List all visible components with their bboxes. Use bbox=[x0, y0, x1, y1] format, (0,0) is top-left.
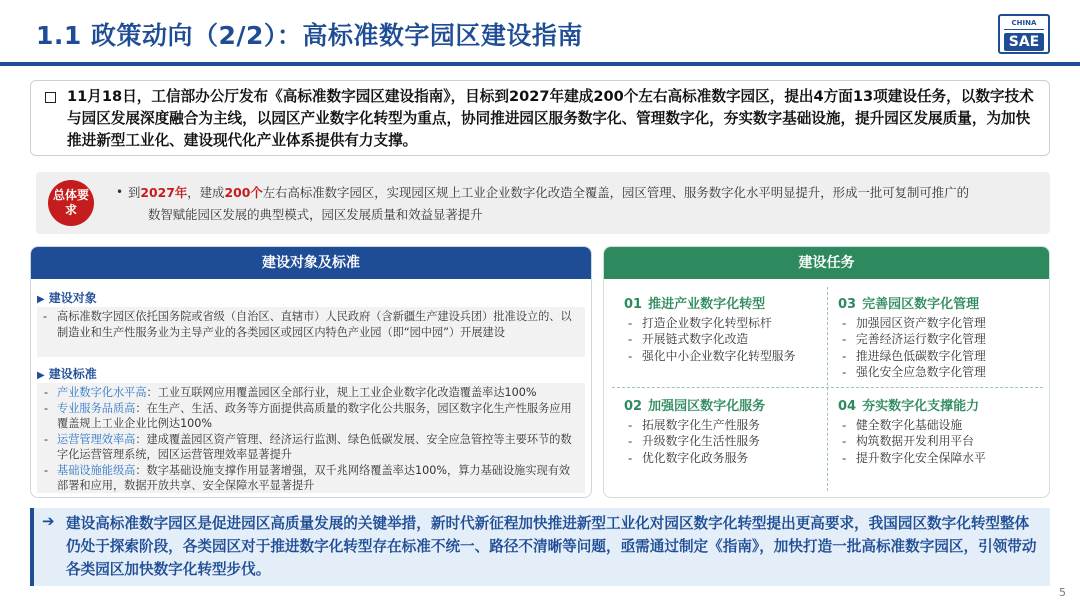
conclusion-box bbox=[30, 508, 1050, 586]
china-sae-logo bbox=[998, 14, 1050, 54]
task-item: - 强化安全应急数字化管理 bbox=[838, 364, 986, 380]
divider bbox=[612, 387, 1043, 388]
logo-main-text: SAE bbox=[1004, 33, 1044, 51]
intro-box bbox=[30, 80, 1050, 156]
construction-tasks-panel bbox=[603, 246, 1050, 498]
intro-text: 11月18日，工信部办公厅发布《高标准数字园区建设指南》，目标到2027年建成200个左右高标准数字园区，提出4方面13项建设任务，以数字技术与园区发展深度融合为主线，以园区产业数字化转型为重点，协同推进园区服务数字化、管理数字化，夯实数字基础设施，提升园区发展质量，为加快推进新型工业化、建设现代化产业体系提供有力支撑。 bbox=[67, 88, 1034, 149]
bullet-icon: • bbox=[116, 185, 124, 199]
page-number: 5 bbox=[1059, 586, 1066, 599]
checkbox-square-icon bbox=[45, 92, 56, 103]
standards-section-title: ▶ 建设标准 bbox=[37, 367, 97, 381]
triangle-right-icon: ▶ bbox=[37, 370, 45, 381]
task-item: - 升级数字化生活性服务 bbox=[624, 433, 765, 449]
task-item: - 优化数字化政务服务 bbox=[624, 450, 765, 466]
objects-text: 高标准数字园区依托国务院或省级（自治区、直辖市）人民政府（含新疆生产建设兵团）批准设立的、以制造业和生产性服务业为主导产业的各类园区或园区内特色产业园（即“园中园”）开展建设 bbox=[57, 310, 572, 339]
requirement-year: 2027年 bbox=[140, 185, 188, 200]
task-item: - 推进绿色低碳数字化管理 bbox=[838, 348, 986, 364]
triangle-right-icon: ▶ bbox=[37, 294, 45, 305]
logo-top-text: CHINA bbox=[1004, 18, 1044, 30]
arrow-right-icon: ➔ bbox=[42, 512, 55, 530]
task-group-01: 01 推进产业数字化转型 - 打造企业数字化转型标杆 - 开展链式数字化改造 - 强化中小企业数字化转型服务 bbox=[624, 293, 795, 364]
header-divider bbox=[0, 62, 1080, 66]
task-item: - 健全数字化基础设施 bbox=[838, 417, 986, 433]
standards-block bbox=[37, 383, 585, 493]
task-item: - 强化中小企业数字化转型服务 bbox=[624, 348, 795, 364]
task-item: - 打造企业数字化转型标杆 bbox=[624, 315, 795, 331]
requirement-line-1: 到2027年，建成200个左右高标准数字园区，实现园区规上工业企业数字化改造全覆盖，园区管理、服务数字化水平明显提升，形成一批可复制可推广的 bbox=[128, 185, 969, 200]
task-item: - 构筑数据开发利用平台 bbox=[838, 433, 986, 449]
divider bbox=[827, 287, 828, 491]
task-group-04: 04 夯实数字化支撑能力 - 健全数字化基础设施 - 构筑数据开发利用平台 - 提升数字化安全保障水平 bbox=[838, 395, 986, 466]
task-group-02: 02 加强园区数字化服务 - 拓展数字化生产性服务 - 升级数字化生活性服务 - 优化数字化政务服务 bbox=[624, 395, 765, 466]
requirement-line-2: 数智赋能园区发展的典型模式，园区发展质量和效益显著提升 bbox=[148, 207, 483, 222]
task-item: - 开展链式数字化改造 bbox=[624, 331, 795, 347]
task-group-03: 03 完善园区数字化管理 - 加强园区资产数字化管理 - 完善经济运行数字化管理 - 推进绿色低碳数字化管理 - 强化安全应急数字化管理 bbox=[838, 293, 986, 380]
conclusion-text: 建设高标准数字园区是促进园区高质量发展的关键举措，新时代新征程加快推进新型工业化对园区数字化转型提出更高要求，我国园区数字化转型整体仍处于探索阶段，各类园区对于推进数字化转型存在标准不统一、路径不清晰等问题，亟需通过制定《指南》，加快打造一批高标准数字园区，引领带动各类园区加快数字化转型步伐。 bbox=[66, 515, 1037, 578]
requirement-badge: 总体要求 bbox=[48, 180, 94, 226]
objects-block: - 高标准数字园区依托国务院或省级（自治区、直辖市）人民政府（含新疆生产建设兵团）批准设立的、以制造业和生产性服务业为主导产业的各类园区或园区内特色产业园（即“园中园”）开展建设 bbox=[37, 307, 585, 357]
task-item: - 完善经济运行数字化管理 bbox=[838, 331, 986, 347]
task-item: - 提升数字化安全保障水平 bbox=[838, 450, 986, 466]
standard-item: - 基础设施能级高：数字基础设施支撑作用显著增强，双千兆网络覆盖率达100%，算力基础设施实现有效部署和应用，数据开放共享、安全保障水平显著提升 bbox=[44, 463, 571, 492]
standard-item: - 运营管理效率高：建成覆盖园区资产管理、经济运行监测、绿色低碳发展、安全应急管控等主要环节的数字化运营管理系统，园区运营管理效率显著提升 bbox=[44, 432, 572, 461]
overall-requirement bbox=[36, 172, 1050, 234]
left-panel-title: 建设对象及标准 bbox=[31, 247, 591, 279]
construction-objects-panel bbox=[30, 246, 592, 498]
standard-item: - 产业数字化水平高：工业互联网应用覆盖园区全部行业，规上工业企业数字化改造覆盖率达100% bbox=[44, 386, 537, 399]
standard-item: - 专业服务品质高：在生产、生活、政务等方面提供高质量的数字化公共服务，园区数字化生产性服务应用覆盖规上工业企业比例达100% bbox=[44, 401, 572, 430]
task-item: - 加强园区资产数字化管理 bbox=[838, 315, 986, 331]
objects-section-title: ▶ 建设对象 bbox=[37, 291, 97, 305]
right-panel-title: 建设任务 bbox=[604, 247, 1049, 279]
page-title: 1.1 政策动向（2/2）：高标准数字园区建设指南 bbox=[36, 21, 583, 50]
requirement-count: 200个 bbox=[224, 185, 263, 200]
task-item: - 拓展数字化生产性服务 bbox=[624, 417, 765, 433]
